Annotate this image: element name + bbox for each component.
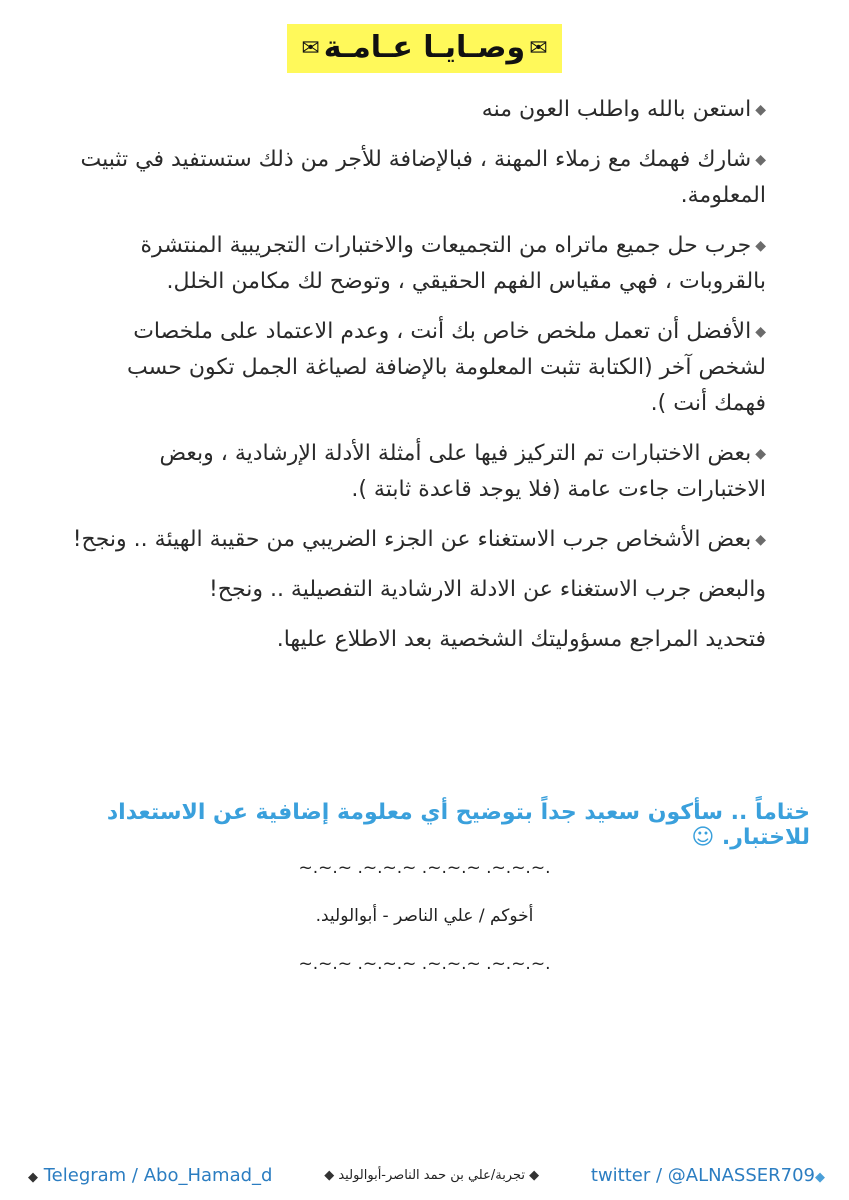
telegram-text: Telegram / Abo_Hamad_d	[43, 1164, 273, 1186]
tip-item	[70, 522, 766, 558]
tip-text: استعن بالله واطلب العون منه	[481, 97, 752, 122]
diamond-icon: ◆	[755, 324, 766, 340]
envelope-icon: ✉	[529, 36, 548, 61]
diamond-icon: ◆	[529, 1167, 540, 1183]
diamond-icon: ◆	[755, 152, 766, 168]
title-text: وصـايـا عـامـة	[323, 30, 526, 65]
closing-note	[40, 800, 810, 850]
title-wrap	[0, 24, 849, 73]
telegram-handle[interactable]	[28, 1165, 272, 1186]
tip-item	[70, 142, 766, 214]
credit-text: تجربة/علي بن حمد الناصر-أبوالوليد	[338, 1167, 525, 1183]
footer-credit	[324, 1168, 539, 1183]
page-title	[287, 24, 561, 73]
smile-emoji-icon: ☺	[691, 825, 715, 850]
tips-list	[70, 92, 766, 672]
tip-text: جرب حل جميع ماتراه من التجميعات والاختبارات التجريبية المنتشرة بالقروبات ، فهي مقياس الفهم الحقيقي ، وتوضح لك مكامن الخلل.	[140, 233, 766, 294]
diamond-icon: ◆	[755, 532, 766, 548]
footer	[28, 1162, 825, 1188]
diamond-icon: ◆	[324, 1167, 335, 1183]
tip-text: بعض الأشخاص جرب الاستغناء عن الجزء الضريبي من حقيبة الهيئة .. ونجح!	[72, 527, 752, 552]
separator-bottom: .~.~.~. ~.~.~. ~.~.~. ~.~.~	[298, 954, 551, 974]
diamond-icon: ◆	[755, 238, 766, 254]
tip-item	[70, 436, 766, 508]
tip-text: شارك فهمك مع زملاء المهنة ، فبالإضافة للأجر من ذلك ستستفيد في تثبيت المعلومة.	[80, 147, 766, 208]
diamond-icon: ◆	[815, 1169, 825, 1185]
extra-line: فتحديد المراجع مسؤوليتك الشخصية بعد الاطلاع عليها.	[276, 627, 766, 652]
diamond-icon: ◆	[755, 446, 766, 462]
envelope-icon: ✉	[301, 36, 320, 61]
twitter-text: twitter / @ALNASSER709	[590, 1164, 815, 1186]
closing-text: ختاماً .. سأكون سعيد جداً بتوضيح أي معلومة إضافية عن الاستعداد للاختبار.	[106, 800, 810, 850]
diamond-icon: ◆	[28, 1169, 38, 1185]
extra-line: والبعض جرب الاستغناء عن الادلة الارشادية التفصيلية .. ونجح!	[208, 577, 766, 602]
author-signature: أخوكم / علي الناصر - أبوالوليد.	[315, 906, 534, 926]
diamond-icon: ◆	[755, 102, 766, 118]
tip-text: بعض الاختبارات تم التركيز فيها على أمثلة الأدلة الإرشادية ، وبعض الاختبارات جاءت عامة (فلا يوجد قاعدة ثابتة ).	[159, 441, 766, 502]
separator-top: .~.~.~. ~.~.~. ~.~.~. ~.~.~	[298, 858, 551, 878]
tip-item	[70, 314, 766, 422]
tip-item	[70, 228, 766, 300]
tip-text: الأفضل أن تعمل ملخص خاص بك أنت ، وعدم الاعتماد على ملخصات لشخص آخر (الكتابة تثبت المعلومة بالإضافة لصياغة الجمل تكون حسب فهمك أنت ).	[127, 319, 766, 416]
tip-item	[70, 92, 766, 128]
twitter-handle[interactable]	[591, 1165, 825, 1186]
